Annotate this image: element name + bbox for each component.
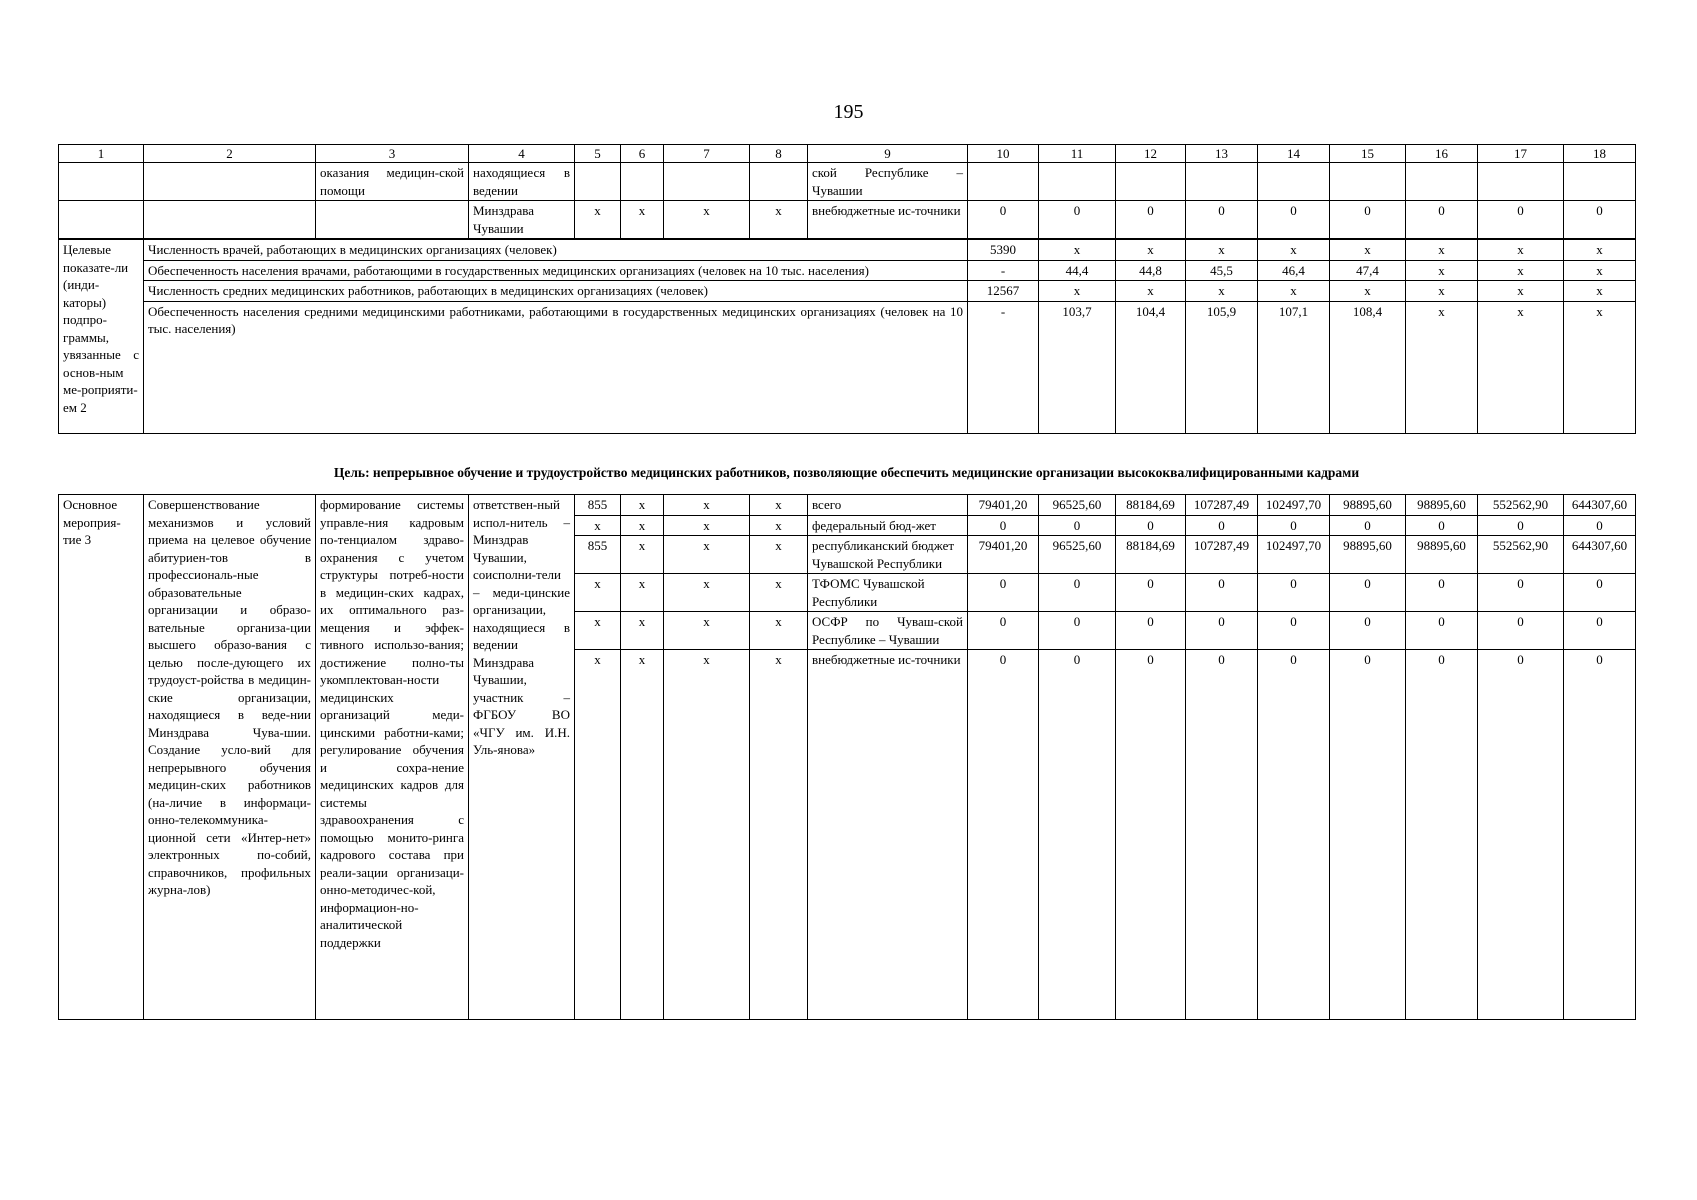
cell-code: x: [575, 201, 621, 240]
cell-value: 12567: [968, 281, 1039, 302]
cell-value: 102497,70: [1258, 495, 1330, 516]
cell-value: 79401,20: [968, 495, 1039, 516]
cell-value: 0: [1116, 201, 1186, 240]
cell-code: x: [621, 515, 664, 536]
cell-empty: [621, 163, 664, 201]
cell-value: 0: [1186, 650, 1258, 1020]
cell-empty: [1258, 163, 1330, 201]
cell-value: 0: [1406, 515, 1478, 536]
cell-value: x: [1406, 239, 1478, 260]
cell-code: x: [664, 201, 750, 240]
cell-code: x: [750, 650, 808, 1020]
cell-value: x: [1258, 239, 1330, 260]
cell-value: 98895,60: [1406, 536, 1478, 574]
cell-value: 108,4: [1330, 301, 1406, 433]
cell-value: 96525,60: [1039, 536, 1116, 574]
col-number: 8: [750, 145, 808, 163]
cell-value: 45,5: [1186, 260, 1258, 281]
cell-code: x: [664, 612, 750, 650]
cell-value: 0: [1406, 574, 1478, 612]
col-number: 3: [316, 145, 469, 163]
cell-value: x: [1186, 239, 1258, 260]
cell-value: 0: [968, 201, 1039, 240]
cell-code: x: [621, 612, 664, 650]
measure-executor: ответствен-ный испол-нитель – Минздрав Чувашии, соисполни-тели – меди-цинские организации, находящиеся в ведении Минздрава Чувашии, участник – ФГБОУ ВО «ЧГУ им. И.Н. Уль-янова»: [469, 495, 575, 1020]
cell-value: 0: [1406, 201, 1478, 240]
cell-source: внебюджетные ис-точники: [808, 201, 968, 240]
cell-value: 0: [1186, 201, 1258, 240]
cell-value: x: [1116, 239, 1186, 260]
cell-empty: [1330, 163, 1406, 201]
cell-value: x: [1478, 239, 1564, 260]
cell-empty: [968, 163, 1039, 201]
cell-value: x: [1564, 239, 1636, 260]
col-number: 15: [1330, 145, 1406, 163]
cell-empty: [59, 201, 144, 240]
cell-code: x: [664, 650, 750, 1020]
cell-value: x: [1406, 281, 1478, 302]
target-row: [59, 281, 1636, 302]
cell-value: 0: [1258, 650, 1330, 1020]
cell-code: x: [575, 612, 621, 650]
cell-value: 0: [1186, 515, 1258, 536]
cell-value: 0: [1039, 515, 1116, 536]
measure-table: [58, 494, 1636, 1020]
col-number: 12: [1116, 145, 1186, 163]
cell-code: x: [621, 650, 664, 1020]
cell-value: 46,4: [1258, 260, 1330, 281]
col-number: 14: [1258, 145, 1330, 163]
col-number: 7: [664, 145, 750, 163]
cell-value: x: [1039, 239, 1116, 260]
cell-empty: [1039, 163, 1116, 201]
cell-value: 0: [1478, 201, 1564, 240]
cell-value: -: [968, 260, 1039, 281]
cell-value: x: [1564, 260, 1636, 281]
cell-value: 0: [1039, 201, 1116, 240]
cell-value: 0: [1116, 612, 1186, 650]
cell-empty: [316, 201, 469, 240]
cell-value: 0: [1330, 612, 1406, 650]
cell-value: 107,1: [1258, 301, 1330, 433]
cell-empty: [1186, 163, 1258, 201]
col-number: 2: [144, 145, 316, 163]
cell-value: 104,4: [1116, 301, 1186, 433]
cell-code: x: [575, 650, 621, 1020]
col-number: 6: [621, 145, 664, 163]
cell-value: 0: [1330, 515, 1406, 536]
cell-value: 98895,60: [1406, 495, 1478, 516]
col-number: 13: [1186, 145, 1258, 163]
cell-source: республиканский бюджет Чувашской Республики: [808, 536, 968, 574]
cell-value: 98895,60: [1330, 495, 1406, 516]
cell-value: 0: [1039, 574, 1116, 612]
cell-value: 0: [1564, 612, 1636, 650]
cell-value: 0: [968, 574, 1039, 612]
cell-value: 0: [1564, 574, 1636, 612]
measure-label: Основное мероприя-тие 3: [59, 495, 144, 1020]
top-table: [58, 144, 1636, 434]
col-number: 10: [968, 145, 1039, 163]
cell-value: x: [1564, 301, 1636, 433]
cell-value: 644307,60: [1564, 536, 1636, 574]
cell-value: 552562,90: [1478, 536, 1564, 574]
cell-value: 79401,20: [968, 536, 1039, 574]
cell-value: x: [1186, 281, 1258, 302]
cell-code: x: [621, 574, 664, 612]
cell-value: 107287,49: [1186, 495, 1258, 516]
cell-value: x: [1330, 281, 1406, 302]
cell-empty: [750, 163, 808, 201]
measure-description: Совершенствование механизмов и условий приема на целевое обучение абитуриен-тов в профессиональ-ные образовательные организации и образо-вательные организа-ции высшего образо-вания с целью после-дующего их трудоуст-ройства в медицин-ские организации, находящиеся в веде-нии Минздрава Чува-шии. Создание усло-вий для непрерывного обучения медицин-ских работников (на-личие в информаци-онно-телекоммуника-ционной сети «Интер-нет» электронных по-собий, справочников, профильных журна-лов): [144, 495, 316, 1020]
cell-empty: [1478, 163, 1564, 201]
col-number: 18: [1564, 145, 1636, 163]
table-row: [59, 201, 1636, 240]
cell-value: 0: [1330, 201, 1406, 240]
column-number-row: [59, 145, 1636, 163]
cell-code: x: [621, 536, 664, 574]
target-text: Обеспеченность населения врачами, работающими в государственных медицинских организациях (человек на 10 тыс. населения): [144, 260, 968, 281]
col-number: 5: [575, 145, 621, 163]
cell-code: x: [664, 574, 750, 612]
cell-code: x: [750, 536, 808, 574]
cell-purpose: оказания медицин-ской помощи: [316, 163, 469, 201]
cell-code: x: [621, 201, 664, 240]
cell-value: x: [1478, 260, 1564, 281]
cell-empty: [144, 163, 316, 201]
cell-value: 0: [1116, 574, 1186, 612]
cell-value: x: [1478, 281, 1564, 302]
measure-purpose: формирование системы управле-ния кадровым по-тенциалом здраво-охранения с учетом структуры потреб-ности в медицин-ских кадрах, их оптимального раз-мещения и эффек-тивного использо-вания; достижение полно-ты укомплектован-ности медицинских организаций меди-цинскими работни-ками; регулирование обучения и сохра-нение медицинских кадров для системы здравоохранения с помощью монито-ринга кадрового состава при реали-зации организаци-онно-методичес-кой, информацион-но-аналитической поддержки: [316, 495, 469, 1020]
cell-value: 0: [1116, 650, 1186, 1020]
cell-value: 0: [1186, 612, 1258, 650]
cell-code: x: [750, 495, 808, 516]
cell-value: 0: [1564, 515, 1636, 536]
cell-value: 0: [1478, 612, 1564, 650]
cell-value: 0: [1478, 515, 1564, 536]
cell-value: x: [1330, 239, 1406, 260]
cell-code: x: [621, 495, 664, 516]
cell-empty: [144, 201, 316, 240]
cell-value: 0: [1258, 574, 1330, 612]
page-number: 195: [833, 101, 864, 123]
cell-source: внебюджетные ис-точники: [808, 650, 968, 1020]
cell-value: x: [1039, 281, 1116, 302]
col-number: 11: [1039, 145, 1116, 163]
cell-value: 0: [968, 650, 1039, 1020]
cell-code: x: [575, 515, 621, 536]
cell-code: x: [750, 515, 808, 536]
cell-value: 0: [1406, 612, 1478, 650]
cell-source: федеральный бюд-жет: [808, 515, 968, 536]
col-number: 16: [1406, 145, 1478, 163]
cell-value: x: [1564, 281, 1636, 302]
target-row: [59, 301, 1636, 433]
cell-source: ОСФР по Чуваш-ской Республике – Чувашии: [808, 612, 968, 650]
cell-empty: [1406, 163, 1478, 201]
cell-code: x: [750, 574, 808, 612]
cell-empty: [59, 163, 144, 201]
cell-value: x: [1406, 301, 1478, 433]
cell-value: 0: [1478, 650, 1564, 1020]
cell-empty: [1116, 163, 1186, 201]
cell-source: всего: [808, 495, 968, 516]
col-number: 17: [1478, 145, 1564, 163]
cell-value: 0: [1258, 515, 1330, 536]
cell-value: 0: [1564, 650, 1636, 1020]
table-row: [59, 163, 1636, 201]
cell-value: 0: [968, 612, 1039, 650]
cell-value: -: [968, 301, 1039, 433]
cell-source: ТФОМС Чувашской Республики: [808, 574, 968, 612]
targets-label: Целевые показате-ли (инди-каторы) подпро-граммы, увязанные с основ-ным ме-роприяти-ем 2: [59, 239, 144, 433]
cell-code: x: [664, 536, 750, 574]
cell-executor: находящиеся в ведении: [469, 163, 575, 201]
cell-executor: Минздрава Чувашии: [469, 201, 575, 240]
cell-value: 102497,70: [1258, 536, 1330, 574]
cell-value: 5390: [968, 239, 1039, 260]
cell-value: 0: [1258, 201, 1330, 240]
cell-value: 88184,69: [1116, 495, 1186, 516]
goal-heading: Цель: непрерывное обучение и трудоустройство медицинских работников, позволяющие обеспечить медицинские организации высококвалифицированными кадрами: [333, 465, 1360, 480]
col-number: 1: [59, 145, 144, 163]
cell-value: 105,9: [1186, 301, 1258, 433]
cell-code: x: [750, 201, 808, 240]
target-row: [59, 239, 1636, 260]
cell-value: 98895,60: [1330, 536, 1406, 574]
cell-value: 88184,69: [1116, 536, 1186, 574]
cell-value: 96525,60: [1039, 495, 1116, 516]
cell-value: x: [1258, 281, 1330, 302]
cell-code: 855: [575, 495, 621, 516]
cell-value: 47,4: [1330, 260, 1406, 281]
cell-code: 855: [575, 536, 621, 574]
cell-value: 0: [1186, 574, 1258, 612]
col-number: 9: [808, 145, 968, 163]
cell-code: x: [750, 612, 808, 650]
cell-value: x: [1116, 281, 1186, 302]
target-text: Обеспеченность населения средними медицинскими работниками, работающими в государственных медицинских организациях (человек на 10 тыс. населения): [144, 301, 968, 433]
cell-code: x: [664, 515, 750, 536]
cell-code: x: [575, 574, 621, 612]
cell-value: 552562,90: [1478, 495, 1564, 516]
cell-value: 0: [1330, 650, 1406, 1020]
cell-value: 44,4: [1039, 260, 1116, 281]
cell-value: 644307,60: [1564, 495, 1636, 516]
cell-value: 0: [1406, 650, 1478, 1020]
target-row: [59, 260, 1636, 281]
cell-value: 103,7: [1039, 301, 1116, 433]
cell-empty: [575, 163, 621, 201]
target-text: Численность врачей, работающих в медицинских организациях (человек): [144, 239, 968, 260]
cell-value: x: [1406, 260, 1478, 281]
cell-value: 0: [1564, 201, 1636, 240]
cell-value: 0: [1330, 574, 1406, 612]
cell-value: 107287,49: [1186, 536, 1258, 574]
cell-value: 0: [1039, 612, 1116, 650]
cell-code: x: [664, 495, 750, 516]
col-number: 4: [469, 145, 575, 163]
cell-value: 44,8: [1116, 260, 1186, 281]
cell-value: 0: [1039, 650, 1116, 1020]
target-text: Численность средних медицинских работников, работающих в медицинских организациях (человек): [144, 281, 968, 302]
cell-empty: [664, 163, 750, 201]
cell-empty: [1564, 163, 1636, 201]
cell-value: 0: [1116, 515, 1186, 536]
cell-source: ской Республике – Чувашии: [808, 163, 968, 201]
cell-value: x: [1478, 301, 1564, 433]
cell-value: 0: [968, 515, 1039, 536]
table-row: [59, 495, 1636, 516]
cell-value: 0: [1478, 574, 1564, 612]
cell-value: 0: [1258, 612, 1330, 650]
